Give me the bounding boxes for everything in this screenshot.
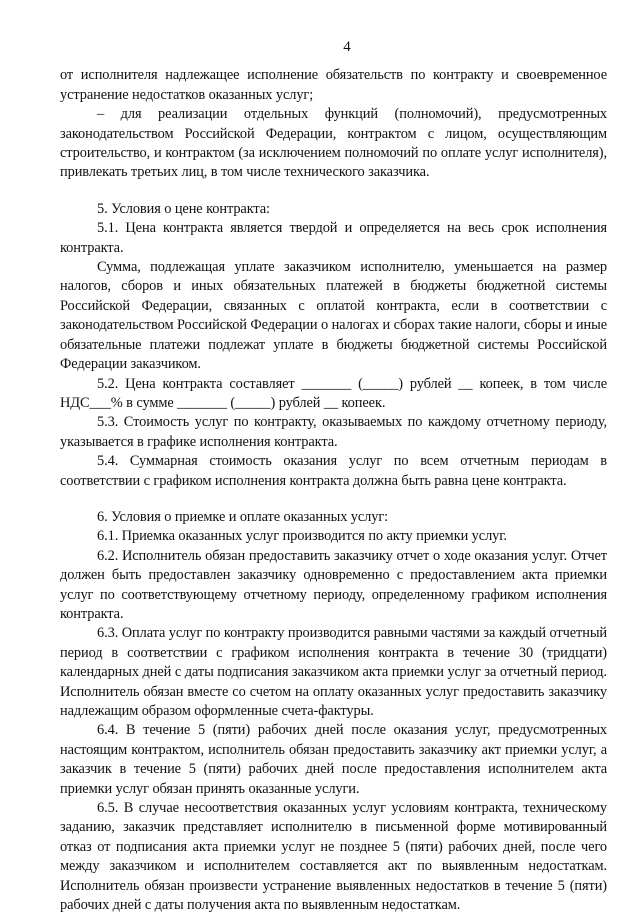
section-6-heading: 6. Условия о приемке и оплате оказанных услуг: — [97, 508, 389, 525]
paragraph-third-parties: – для реализации отдельных функций (полномочий), предусмотренных законодательством Российской Федерации, контрактом с лицом, осуществляющим строительство, и контрактом (за исключением полномочий по оплате услуг исполнителя), привлекать третьих лиц, в том числе технического заказчика. — [60, 106, 607, 181]
paragraph-continuation: от исполнителя надлежащее исполнение обязательств по контракту и своевременное устранение недостатков оказанных услуг; — [60, 67, 607, 103]
clause-6-3: 6.3. Оплата услуг по контракту производится равными частями за каждый отчетный период в соответствии с графиком исполнения контракта в течение 30 (тридцати) календарных дней с даты подписания заказчиком акта приемки услуг за отчетный период. Исполнитель обязан вместе со счетом на оплату оказанных услуг предоставить заказчику надлежащим образом оформленные счета-фактуры. — [60, 625, 607, 719]
page-number: 4 — [343, 39, 351, 55]
clause-6-4: 6.4. В течение 5 (пяти) рабочих дней после оказания услуг, предусмотренных настоящим контрактом, исполнитель обязан предоставить заказчику акт приемки услуг, а заказчик в течение 5 (пяти) рабочих дней после предоставления исполнителем акта приемки услуг обязан принять оказанные услуги. — [60, 722, 607, 797]
clause-5-3: 5.3. Стоимость услуг по контракту, оказываемых по каждому отчетному периоду, указывается в графике исполнения контракта. — [60, 414, 607, 450]
clause-6-5: 6.5. В случае несоответствия оказанных услуг условиям контракта, техническому заданию, заказчик представляет исполнителю в письменной форме мотивированный отказ от подписания акта приемки услуг не позднее 5 (пяти) рабочих дней, после чего между заказчиком и исполнителем составляется акт по выявленным недостаткам. Исполнитель обязан произвести устранение выявленных недостатков в течение 5 (пяти) рабочих дней с даты получения акта по выявленным недостаткам. — [60, 800, 607, 914]
clause-6-2: 6.2. Исполнитель обязан предоставить заказчику отчет о ходе оказания услуг. Отчет должен быть предоставлен заказчику одновременно с предоставлением акта приемки услуг по соответствующему отчетному периоду, определенному графиком исполнения контракта. — [60, 547, 607, 622]
clause-5-4: 5.4. Суммарная стоимость оказания услуг по всем отчетным периодам в соответствии с графиком исполнения контракта должна быть равна цене контракта. — [60, 453, 607, 489]
clause-5-1: 5.1. Цена контракта является твердой и определяется на весь срок исполнения контракта. — [60, 220, 607, 256]
clause-5-2: 5.2. Цена контракта составляет _______ (_____) рублей __ копеек, в том числе НДС___% в сумме _______ (_____) рублей __ копеек. — [60, 375, 607, 411]
paragraph-tax-reduction: Сумма, подлежащая уплате заказчиком исполнителю, уменьшается на размер налогов, сборов и иных обязательных платежей в бюджеты бюджетной системы Российской Федерации, связанных с оплатой контракта, если в соответствии с законодательством Российской Федерации о налогах и сборах такие налоги, сборы и иные обязательные платежи подлежат уплате в бюджеты бюджетной системы Российской Федерации заказчиком. — [60, 259, 607, 373]
section-5-heading: 5. Условия о цене контракта: — [97, 200, 270, 217]
clause-6-1: 6.1. Приемка оказанных услуг производится по акту приемки услуг. — [97, 528, 507, 545]
